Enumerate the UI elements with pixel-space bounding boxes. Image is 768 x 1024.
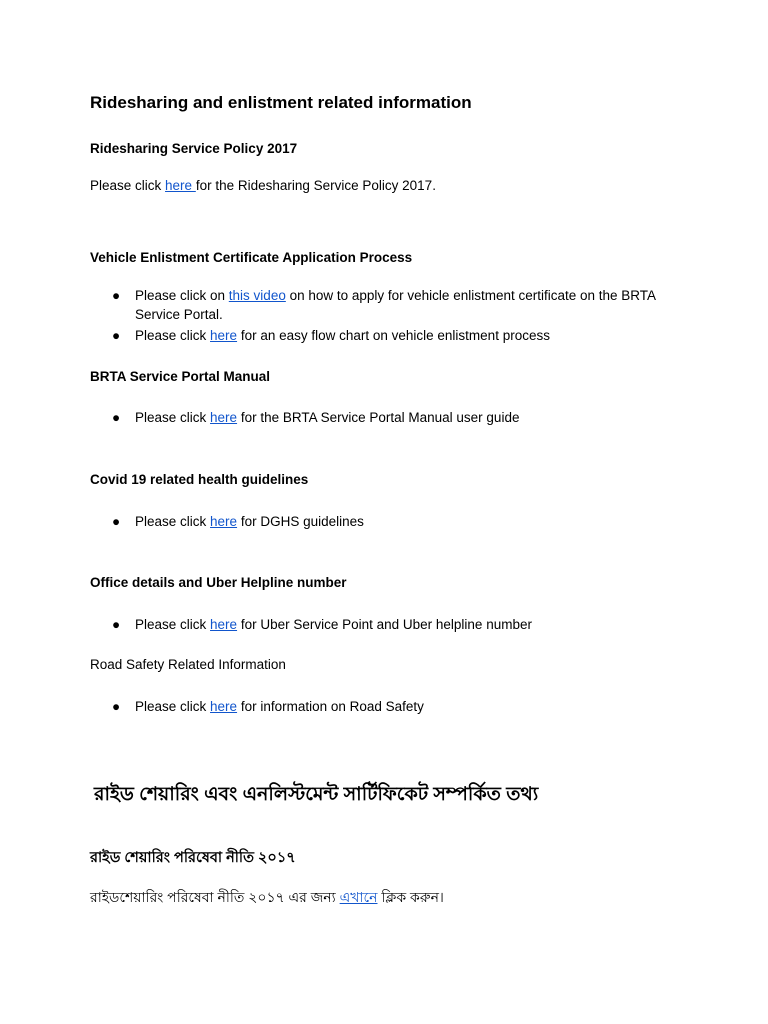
flow-chart-here-link[interactable]: here <box>210 328 238 343</box>
vehicle-item1-post: on how to apply for vehicle enlistment certificate on the BRTA <box>285 288 657 303</box>
this-video-link[interactable]: this video <box>228 288 286 303</box>
road-item-text <box>135 699 424 714</box>
bullet-icon: ● <box>112 617 121 632</box>
brta-item-text <box>135 410 519 425</box>
bangla-text-post: ক্লিক করুন। <box>377 889 444 905</box>
brta-item-pre: Please click <box>135 410 211 425</box>
policy-heading: Ridesharing Service Policy 2017 <box>90 141 298 156</box>
covid-item-text <box>135 514 364 529</box>
road-item-pre: Please click <box>135 699 211 714</box>
brta-manual-here-link[interactable]: here <box>210 410 238 425</box>
office-heading: Office details and Uber Helpline number <box>90 575 347 590</box>
vehicle-item2-text <box>135 328 550 343</box>
covid-item-pre: Please click <box>135 514 211 529</box>
bangla-text-pre: রাইডশেয়ারিং পরিষেবা নীতি ২০১৭ এর জন্য <box>90 889 340 905</box>
bangla-here-link[interactable]: এখানে <box>339 889 378 905</box>
office-item-post: for Uber Service Point and Uber helpline number <box>237 617 532 632</box>
road-safety-here-link[interactable]: here <box>210 699 238 714</box>
bullet-icon: ● <box>112 514 121 529</box>
road-safety-heading: Road Safety Related Information <box>90 657 286 672</box>
policy-text-post: for the Ridesharing Service Policy 2017. <box>195 178 436 193</box>
office-item-pre: Please click <box>135 617 211 632</box>
uber-helpline-here-link[interactable]: here <box>210 617 238 632</box>
covid-item-post: for DGHS guidelines <box>237 514 364 529</box>
policy-paragraph <box>90 178 436 193</box>
vehicle-item1-continuation: Service Portal. <box>135 307 223 322</box>
dghs-here-link[interactable]: here <box>210 514 238 529</box>
vehicle-item2-pre: Please click <box>135 328 211 343</box>
covid-heading: Covid 19 related health guidelines <box>90 472 309 487</box>
bangla-heading: রাইড শেয়ারিং পরিষেবা নীতি ২০১৭ <box>90 850 296 866</box>
page-title: Ridesharing and enlistment related information <box>90 93 472 112</box>
brta-heading: BRTA Service Portal Manual <box>90 369 271 384</box>
bullet-icon: ● <box>112 410 121 425</box>
policy-text-pre: Please click <box>90 178 166 193</box>
bangla-title: রাইড শেয়ারিং এবং এনলিস্টমেন্ট সার্টিফিকেট সম্পর্কিত তথ্য <box>94 784 539 805</box>
office-item-text <box>135 617 532 632</box>
road-item-post: for information on Road Safety <box>237 699 424 714</box>
vehicle-heading: Vehicle Enlistment Certificate Application Process <box>90 250 413 265</box>
bullet-icon: ● <box>112 699 121 714</box>
bangla-paragraph <box>90 886 444 910</box>
vehicle-item2-post: for an easy flow chart on vehicle enlistment process <box>237 328 550 343</box>
vehicle-item1-text <box>135 288 656 303</box>
policy-here-link[interactable]: here <box>165 178 196 193</box>
bullet-icon: ● <box>112 328 121 343</box>
bullet-icon: ● <box>112 288 121 303</box>
brta-item-post: for the BRTA Service Portal Manual user guide <box>237 410 520 425</box>
vehicle-item1-pre: Please click on <box>135 288 229 303</box>
